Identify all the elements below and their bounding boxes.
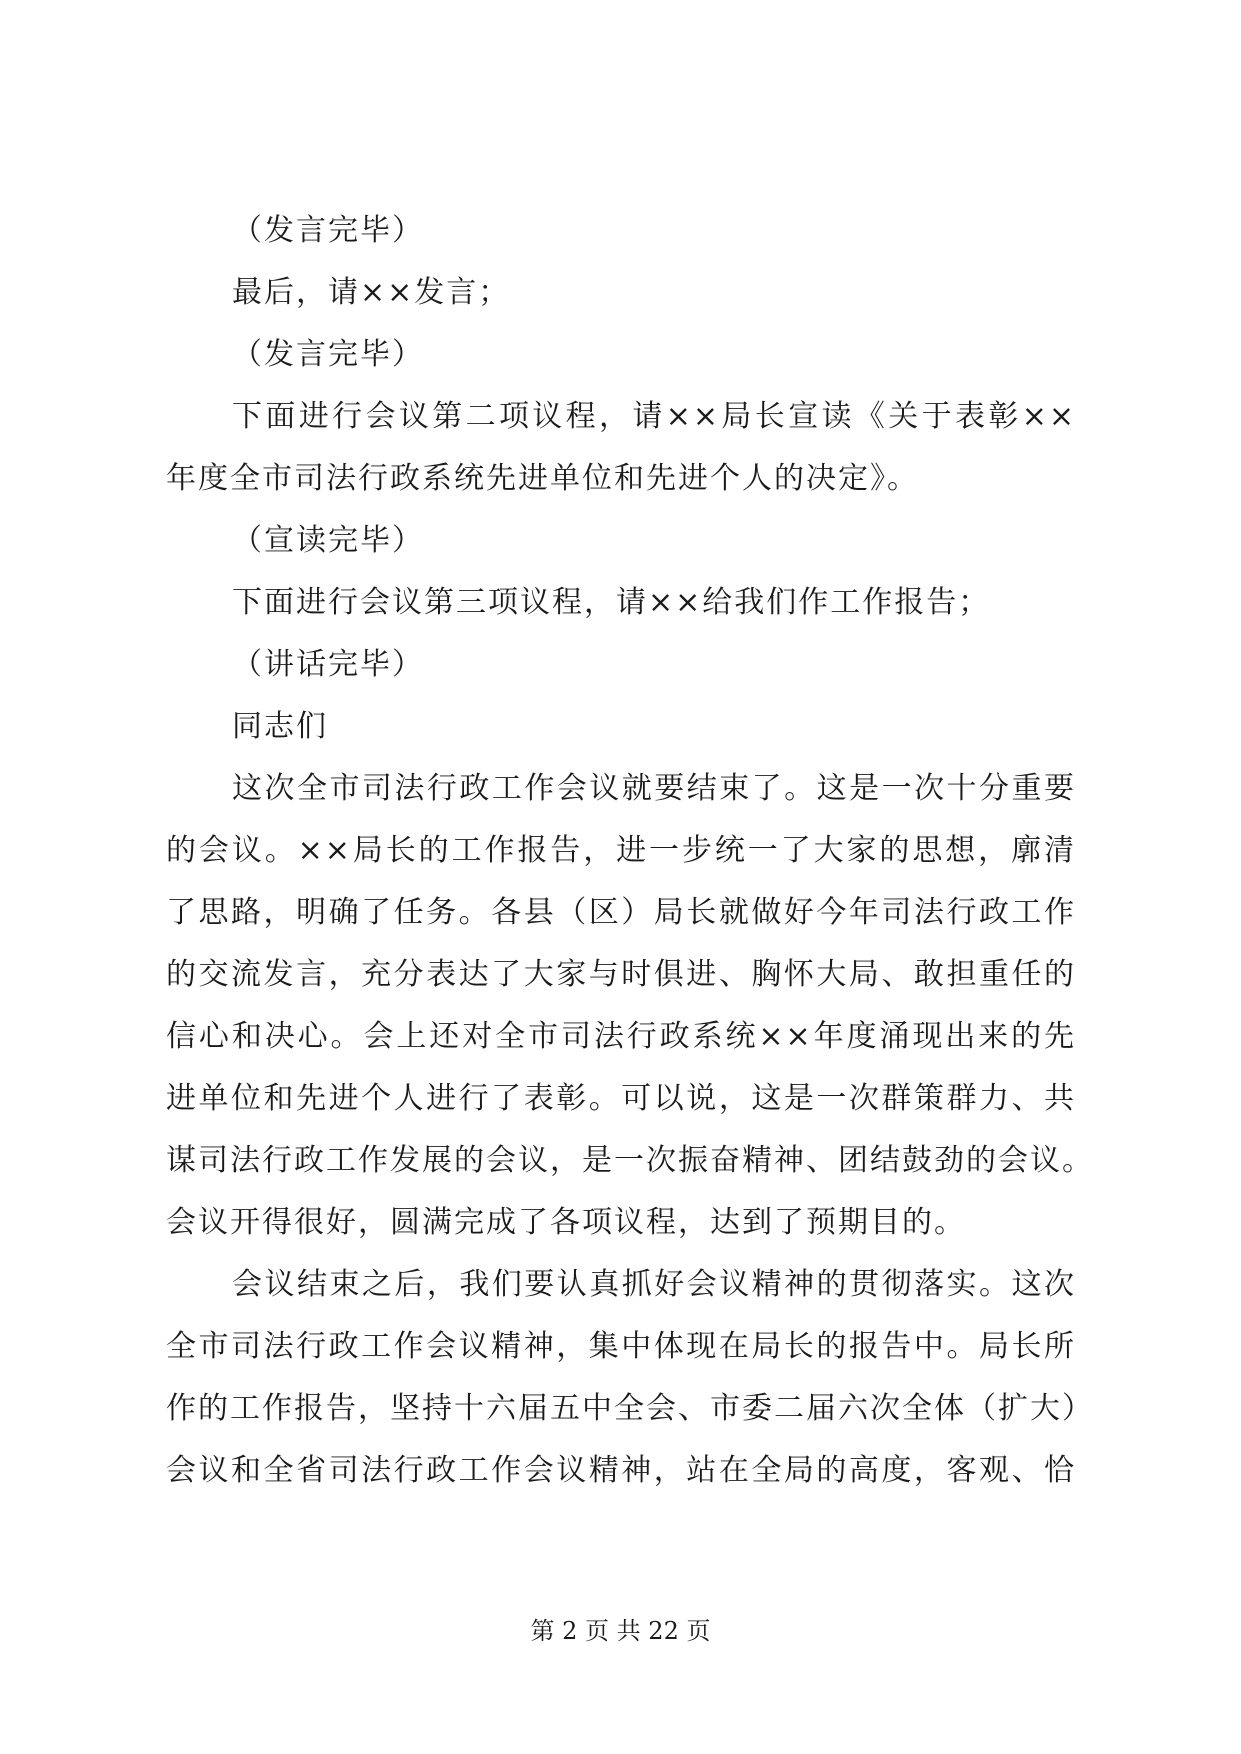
text-line: 年度全市司法行政系统先进单位和先进个人的决定》。 bbox=[166, 461, 919, 496]
text-line: 会议开得很好，圆满完成了各项议程，达到了预期目的。 bbox=[166, 1205, 966, 1240]
text-line: 全市司法行政工作会议精神，集中体现在局长的报告中。局长所 bbox=[166, 1329, 1076, 1364]
text-line: 最后，请××发言； bbox=[232, 275, 511, 310]
text-line: （发言完毕） bbox=[232, 213, 424, 248]
text-line: 会议和全省司法行政工作会议精神，站在全局的高度，客观、恰 bbox=[166, 1453, 1076, 1488]
text-line: （讲话完毕） bbox=[232, 647, 424, 682]
text-line: 这次全市司法行政工作会议就要结束了。这是一次十分重要 bbox=[232, 771, 1076, 806]
text-line: 同志们 bbox=[232, 709, 328, 744]
text-line: 下面进行会议第三项议程，请××给我们作工作报告； bbox=[232, 585, 991, 620]
text-line: 进单位和先进个人进行了表彰。可以说，这是一次群策群力、共 bbox=[166, 1081, 1076, 1116]
text-line: 下面进行会议第二项议程，请××局长宣读《关于表彰×× bbox=[232, 399, 1076, 434]
text-line: 了思路，明确了任务。各县（区）局长就做好今年司法行政工作 bbox=[166, 895, 1076, 930]
text-line: 信心和决心。会上还对全市司法行政系统××年度涌现出来的先 bbox=[166, 1019, 1076, 1054]
text-line: 作的工作报告，坚持十六届五中全会、市委二届六次全体（扩大） bbox=[166, 1391, 1094, 1426]
text-line: 的会议。××局长的工作报告，进一步统一了大家的思想，廓清 bbox=[166, 833, 1076, 868]
text-line: 的交流发言，充分表达了大家与时俱进、胸怀大局、敢担重任的 bbox=[166, 957, 1076, 992]
text-line: 会议结束之后，我们要认真抓好会议精神的贯彻落实。这次 bbox=[232, 1267, 1076, 1302]
text-line: 谋司法行政工作发展的会议，是一次振奋精神、团结鼓劲的会议。 bbox=[166, 1143, 1094, 1178]
page-footer: 第 2 页 共 22 页 bbox=[530, 1617, 711, 1645]
document-body bbox=[166, 200, 1094, 1502]
text-line: （发言完毕） bbox=[232, 337, 424, 372]
text-line: （宣读完毕） bbox=[232, 523, 424, 558]
